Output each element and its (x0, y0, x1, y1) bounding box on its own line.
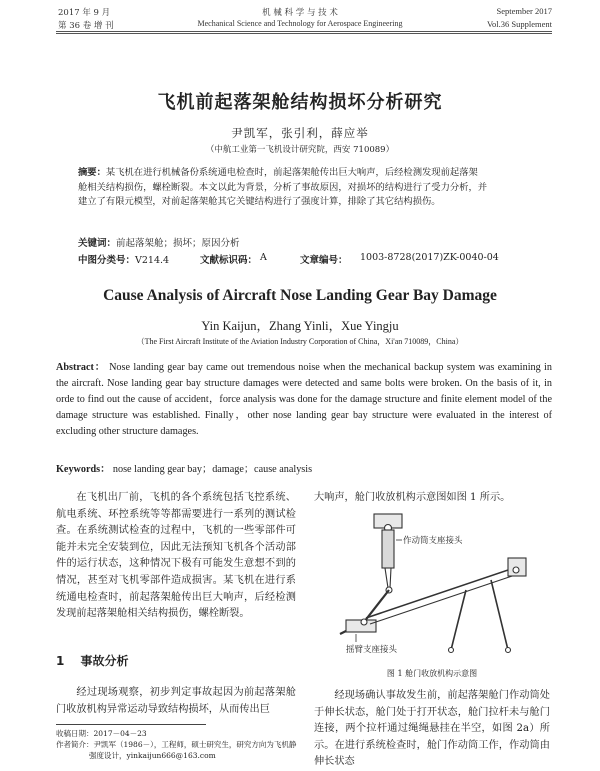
header-volume-en: Vol.36 Supplement (486, 19, 552, 29)
journal-title-cn: 机 械 科 学 与 技 术 (262, 8, 338, 18)
author-bio-line2: 强度设计，yinkaijun666@163.com (89, 751, 216, 760)
footnote (56, 728, 301, 761)
keywords-cn-text: 前起落架舱；损坏；原因分析 (116, 238, 240, 249)
header-month-year: September 2017 (496, 6, 552, 16)
header-issue-date: 2017 年 9 月 (58, 8, 111, 18)
figure-1-caption: 图 1 舱门收放机构示意图 (386, 669, 478, 678)
section1-paragraph-right: 经现场确认事故发生前，前起落架舱门作动筒处于伸长状态，舱门处于打开状态，舱门拉杆未与舱门连接，两个拉杆通过绳绳悬挂在半空，如图 2a）所示。在进行系统检查时，舱门作动筒工作，作动筒由伸长状态 (314, 690, 550, 768)
door-pull-rod-left (451, 590, 466, 650)
paper-title-en: Cause Analysis of Aircraft Nose Landing Gear Bay Damage (103, 287, 497, 304)
actuator-rod (385, 568, 388, 588)
authors-en: Yin Kaijun，Zhang Yinli，Xue Yingju (201, 319, 399, 333)
section-heading (56, 652, 129, 669)
section1-paragraph: 经过现场观察，初步判定事故起因为前起落架舱门收放机构异常运动导致结构损坏，从而传出巨 (56, 687, 296, 715)
rocker-mount-label: 摇臂支座接头 (346, 645, 398, 655)
article-number-label: 文章编号： (300, 255, 348, 266)
section-title: 事故分析 (80, 654, 129, 668)
section-number: 1 (56, 654, 65, 668)
paper-title-cn: 飞机前起落架舱结构损坏分析研究 (157, 92, 443, 113)
actuator-mount-label: 作动筒支座接头 (403, 536, 463, 546)
right-column-intro: 大响声，舱门收放机构示意图如图 1 所示。 (314, 492, 511, 503)
keywords-en-label: Keywords： (56, 464, 111, 475)
doc-code-label: 文献标识码： (200, 255, 258, 266)
clc-number: V214.4 (135, 255, 170, 266)
abstract-cn-line3: 建立了有限元模型，对前起落架舱其它关键结构进行了强度计算，排除了其它结构损伤。 (78, 196, 441, 207)
door-pull-rod-right (491, 580, 508, 650)
intro-paragraph: 在飞机出厂前，飞机的各个系统包括飞控系统、航电系统、环控系统等等都需要进行一系列的测试检查。在系统测试检查的过程中，飞机的一些零部件可能并未完全安装到位，因此无法预知飞机各个活动部件的运行状态，这种情况下极有可能发生意想不到的情况，甚至对飞机零部件造成损害。某飞机在进行系统通电检查时，前起落架舱传出巨大响声，后经检测发现前起落架舱相关结构损伤，螺栓断裂。 (56, 492, 296, 620)
clc-label: 中图分类号： (78, 255, 136, 266)
classification-line (78, 252, 548, 266)
abstract-en-label: Abstract： (56, 362, 106, 373)
doc-code: A (260, 252, 267, 263)
journal-title-en: Mechanical Science and Technology for Aerospace Engineering (197, 19, 403, 28)
keywords-en-text: nose landing gear bay；damage；cause analysis (110, 464, 313, 475)
author-bio-line1: 作者简介：尹凯军（1986－），工程师，硕士研究生，研究方向为飞机静 (56, 740, 297, 749)
abstract-cn (78, 166, 538, 210)
keywords-cn-label: 关键词： (78, 238, 117, 249)
abstract-cn-label: 摘要： (78, 167, 106, 178)
door-retraction-mechanism-diagram (326, 510, 536, 660)
affiliation-en: （The First Aircraft Institute of the Aviation Industry Corporation of China，Xi'an 710089，China） (136, 337, 464, 346)
header-volume: 第 36 卷 增 刊 (58, 21, 114, 31)
header-rule-thin (56, 33, 552, 34)
keywords-en (56, 460, 312, 475)
affiliation-cn: （中航工业第一飞机设计研究院，西安 710089） (205, 145, 395, 155)
authors-cn: 尹凯军，张引利，薛应举 (231, 126, 369, 140)
footnote-rule (56, 724, 206, 725)
abstract-cn-line1: 某飞机在进行机械备份系统通电检查时，前起落架舱传出巨大响声，后经检测发现前起落架 (105, 167, 478, 178)
received-date: 收稿日期：2017－04－23 (56, 729, 147, 738)
abstract-en (56, 360, 552, 440)
abstract-cn-line2: 舱相关结构损伤，螺栓断裂。本文以此为背景，分析了事故原因，对损坏的结构进行了受力分析，并 (78, 181, 488, 193)
actuator-cylinder (382, 530, 394, 568)
article-number: 1003-8728(2017)ZK-0040-04 (360, 252, 499, 263)
abstract-en-text: Nose landing gear bay came out tremendous noise when the mechanical backup system was examining in the aircraft. Nose landing gear bay structure damages were detected and same bolts were broken. On the basis of it, in orde to find out the cause of accident，force analysis was done for the damage structure and finite element model of the damage structure was established. Finally，other nose landing gear bay structure were evaluated in the interest of excluding other structure damages. (56, 362, 552, 437)
keywords-cn (78, 235, 240, 249)
header-rule (56, 31, 552, 32)
